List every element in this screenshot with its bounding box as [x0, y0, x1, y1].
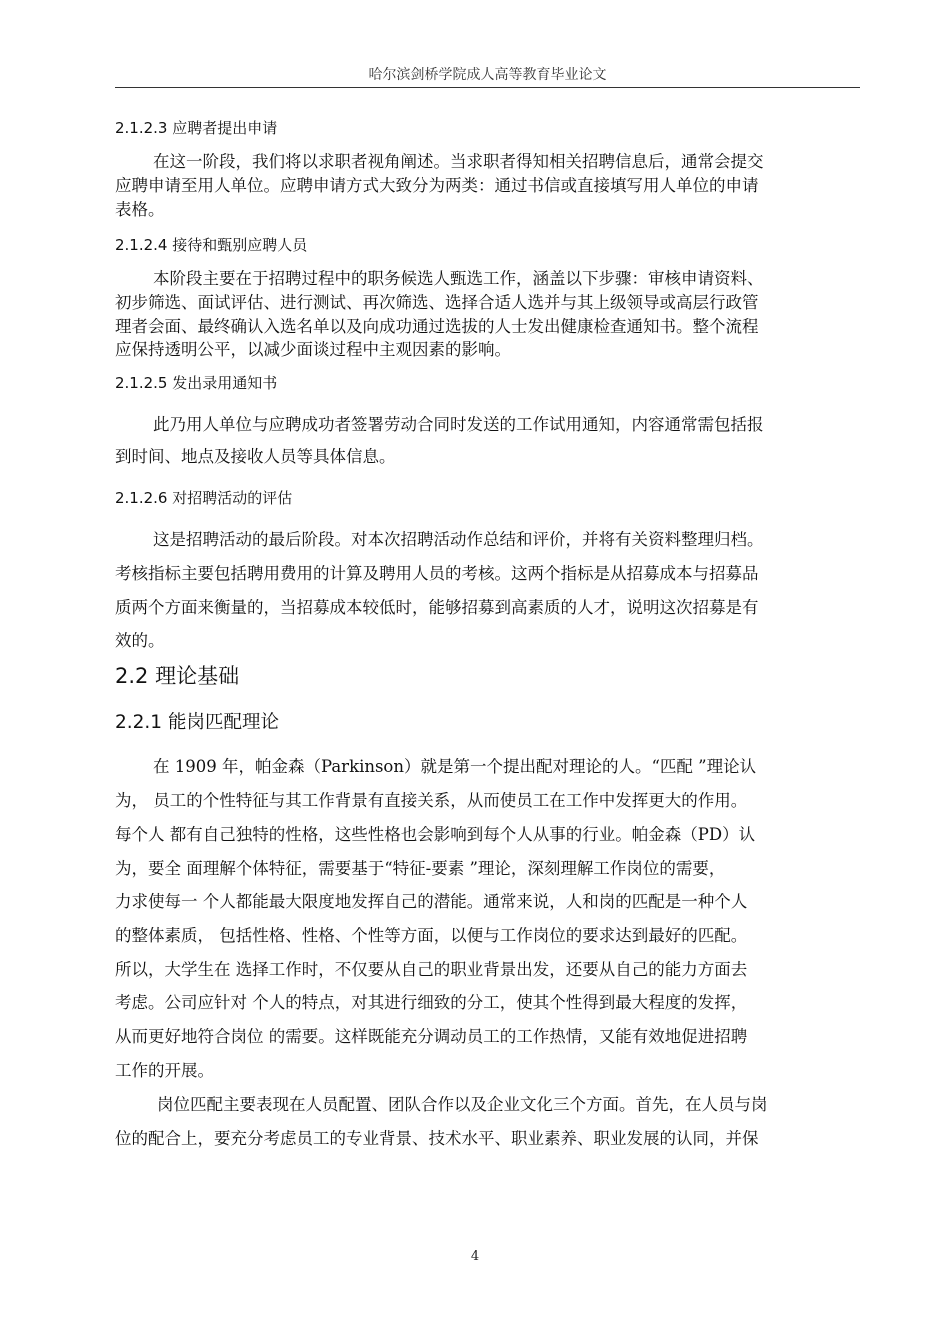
section-heading-2-1-2-4: 2.1.2.4 接待和甄别应聘人员 — [115, 236, 308, 254]
text-line: 考核指标主要包括聘用费用的计算及聘用人员的考核。这两个指标是从招募成本与招募品 — [115, 564, 759, 583]
text-line: 理者会面、最终确认入选名单以及向成功通过选拔的人士发出健康检查通知书。整个流程 — [115, 317, 759, 336]
text-line: 这是招聘活动的最后阶段。对本次招聘活动作总结和评价，并将有关资料整理归档。 — [153, 530, 764, 549]
text-line: 本阶段主要在于招聘过程中的职务候选人甄选工作，涵盖以下步骤：审核申请资料、 — [153, 269, 764, 288]
text-line: 到时间、地点及接收人员等具体信息。 — [115, 447, 396, 466]
text-line: 每个人 都有自己独特的性格，这些性格也会影响到每个人从事的行业。帕金森（PD）认 — [115, 825, 756, 844]
text-line: 从而更好地符合岗位 的需要。这样既能充分调动员工的工作热情，又能有效地促进招聘 — [115, 1027, 748, 1046]
text-line: 的整体素质， 包括性格、性格、个性等方面，以便与工作岗位的要求达到最好的匹配。 — [115, 926, 748, 945]
text-line: 应聘申请至用人单位。应聘申请方式大致分为两类：通过书信或直接填写用人单位的申请 — [115, 176, 759, 195]
text-line: 考虑。公司应针对 个人的特点，对其进行细致的分工，使其个性得到最大程度的发挥， — [115, 993, 748, 1012]
text-line: 应保持透明公平，以减少面谈过程中主观因素的影响。 — [115, 340, 511, 359]
text-line: 初步筛选、面试评估、进行测试、再次筛选、选择合适人选并与其上级领导或高层行政管 — [115, 293, 759, 312]
header-rule — [115, 87, 860, 88]
text-line: 在这一阶段，我们将以求职者视角阐述。当求职者得知相关招聘信息后，通常会提交 — [153, 152, 764, 171]
page-number: 4 — [470, 1249, 480, 1264]
text-line: 此乃用人单位与应聘成功者签署劳动合同时发送的工作试用通知，内容通常需包括报 — [153, 415, 764, 434]
section-heading-2-1-2-5: 2.1.2.5 发出录用通知书 — [115, 374, 278, 392]
section-heading-2-2-1: 2.2.1 能岗匹配理论 — [115, 712, 279, 733]
running-header: 哈尔滨剑桥学院成人高等教育毕业论文 — [368, 67, 607, 83]
text-line: 在 1909 年，帕金森（Parkinson）就是第一个提出配对理论的人。“匹配 ”理论认 — [153, 757, 757, 776]
text-line: 力求使每一 个人都能最大限度地发挥自己的潜能。通常来说，人和岗的匹配是一种个人 — [115, 892, 748, 911]
text-line: 效的。 — [115, 631, 165, 650]
section-heading-2-2: 2.2 理论基础 — [115, 664, 240, 688]
text-line: 位的配合上，要充分考虑员工的专业背景、技术水平、职业素养、职业发展的认同，并保 — [115, 1129, 759, 1148]
text-line: 岗位匹配主要表现在人员配置、团队合作以及企业文化三个方面。首先，在人员与岗 — [157, 1095, 768, 1114]
text-line: 所以，大学生在 选择工作时，不仅要从自己的职业背景出发，还要从自己的能力方面去 — [115, 960, 748, 979]
text-line: 质两个方面来衡量的，当招募成本较低时，能够招募到高素质的人才，说明这次招募是有 — [115, 598, 759, 617]
text-line: 为， 员工的个性特征与其工作背景有直接关系，从而使员工在工作中发挥更大的作用。 — [115, 791, 748, 810]
section-heading-2-1-2-6: 2.1.2.6 对招聘活动的评估 — [115, 489, 293, 507]
text-line: 工作的开展。 — [115, 1061, 214, 1080]
section-heading-2-1-2-3: 2.1.2.3 应聘者提出申请 — [115, 119, 278, 137]
text-line: 为，要全 面理解个体特征，需要基于“特征-要素 ”理论，深刻理解工作岗位的需要， — [115, 859, 726, 878]
text-line: 表格。 — [115, 200, 165, 219]
